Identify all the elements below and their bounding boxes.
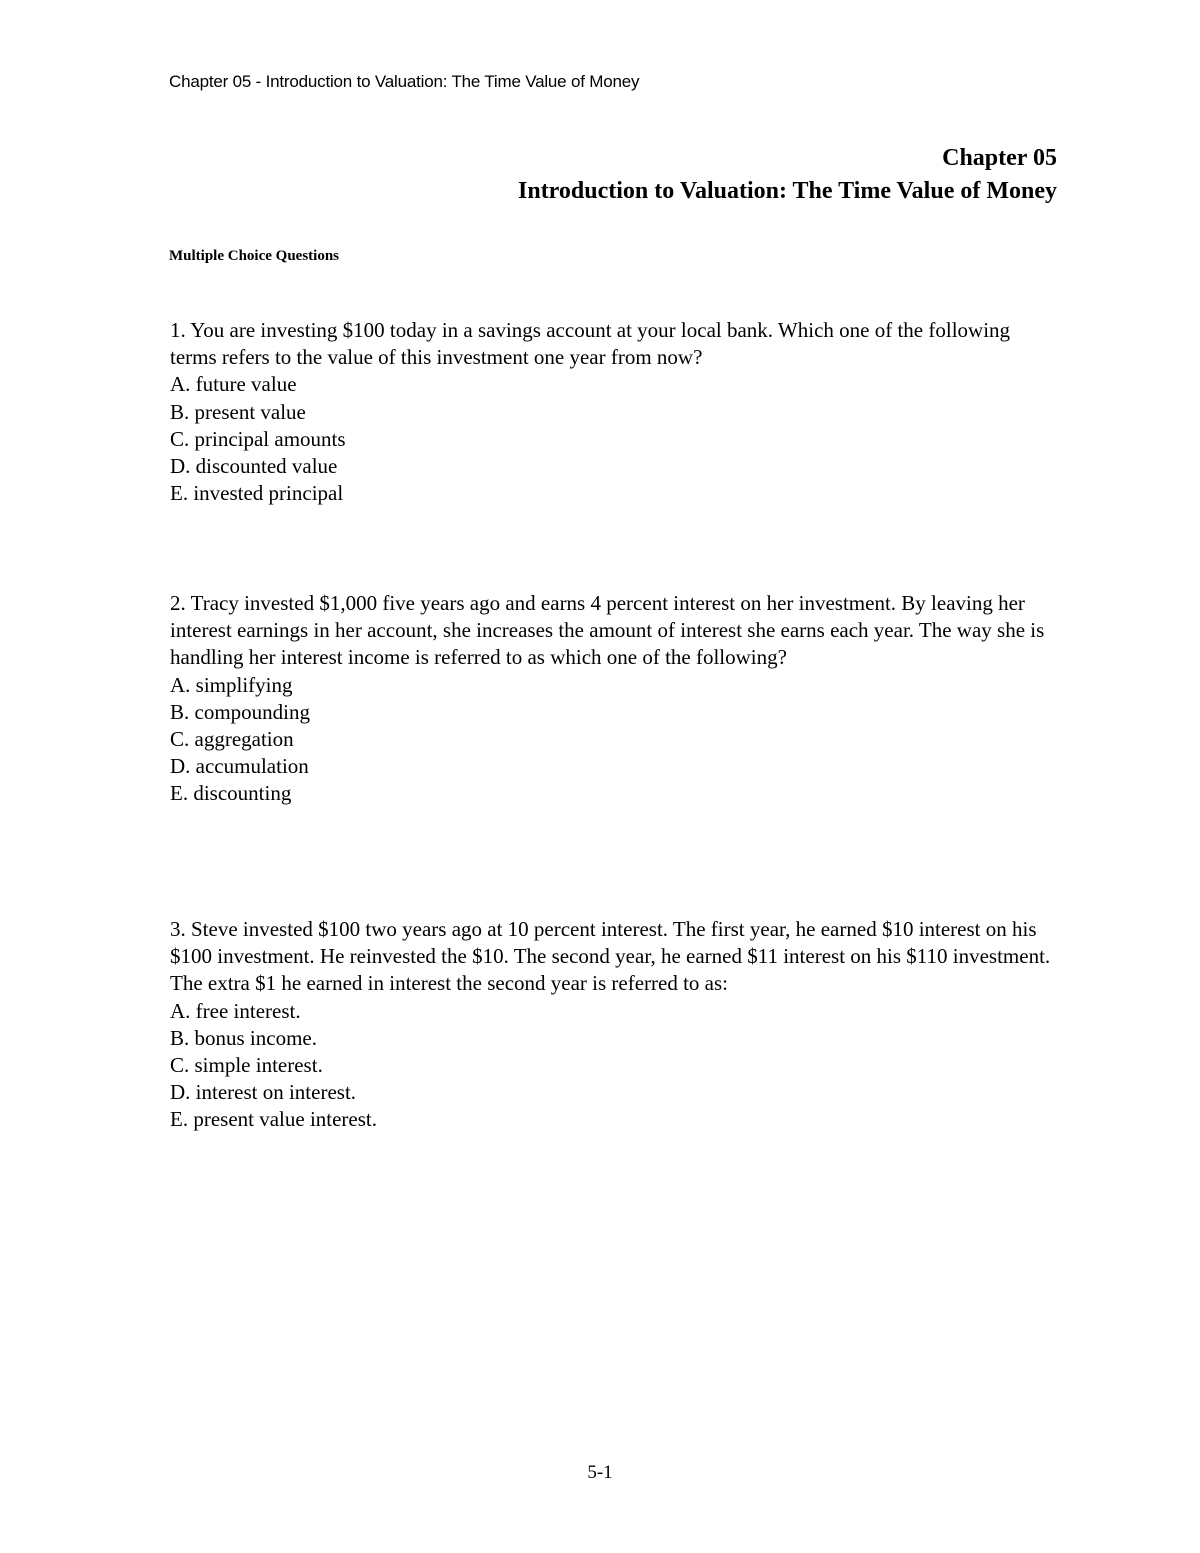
answer-option-a: A. future value (170, 372, 297, 397)
answer-option-d: D. interest on interest. (170, 1080, 357, 1105)
answer-option-e: E. present value interest. (170, 1107, 378, 1132)
answer-options (170, 998, 1060, 1134)
page-number: 5-1 (587, 1462, 613, 1483)
question-1 (170, 317, 1060, 507)
answer-option-c: C. aggregation (170, 727, 294, 752)
answer-option-b: B. bonus income. (170, 1025, 317, 1050)
answer-option-b: B. compounding (170, 699, 310, 724)
question-stem: 1. You are investing $100 today in a savings account at your local bank. Which one of the following terms refers to the value of this investment one year from now? (170, 318, 1011, 370)
answer-options (170, 371, 1060, 507)
answer-option-e: E. discounting (170, 781, 292, 806)
question-3 (170, 916, 1060, 1134)
question-stem: 2. Tracy invested $1,000 five years ago and earns 4 percent interest on her investment. By leaving her interest earnings in her account, she increases the amount of interest she earns each year. The way she is handling her interest income is referred to as which one of the following? (170, 591, 1045, 670)
answer-option-b: B. present value (170, 399, 306, 424)
answer-option-c: C. simple interest. (170, 1053, 323, 1078)
answer-options (170, 672, 1060, 808)
question-stem: 3. Steve invested $100 two years ago at 10 percent interest. The first year, he earned $10 interest on his $100 investment. He reinvested the $10. The second year, he earned $11 interest on his $110 investment. The extra $1 he earned in interest the second year is referred to as: (170, 917, 1051, 996)
running-header: Chapter 05 - Introduction to Valuation: The Time Value of Money (169, 72, 640, 91)
chapter-number: Chapter 05 (942, 145, 1057, 171)
section-heading: Multiple Choice Questions (169, 248, 340, 264)
answer-option-a: A. simplifying (170, 672, 293, 697)
answer-option-c: C. principal amounts (170, 426, 346, 451)
answer-option-a: A. free interest. (170, 998, 301, 1023)
chapter-title-block (518, 142, 1057, 208)
question-2 (170, 590, 1060, 808)
chapter-title: Introduction to Valuation: The Time Value of Money (518, 178, 1057, 204)
answer-option-d: D. accumulation (170, 754, 309, 779)
answer-option-e: E. invested principal (170, 481, 344, 506)
answer-option-d: D. discounted value (170, 454, 338, 479)
